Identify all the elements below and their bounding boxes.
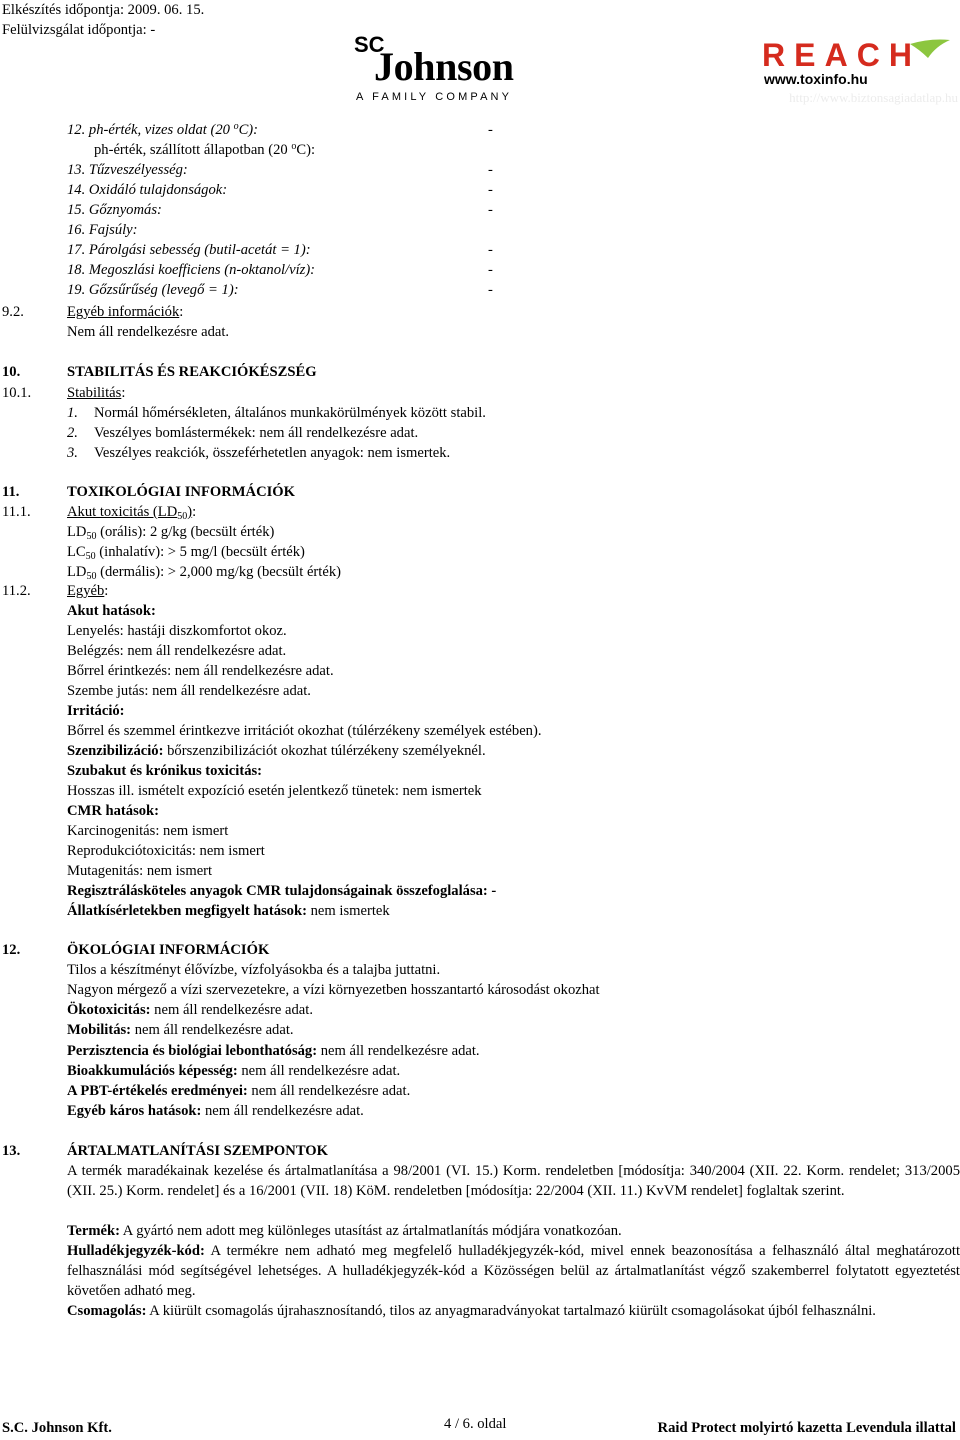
ingestion: Lenyelés: hastáji diszkomfortot okoz. [67,623,287,639]
section-11-title: TOXIKOLÓGIAI INFORMÁCIÓK [67,484,295,500]
prop-15-value: - [488,202,493,218]
mutagenicity: Mutagenitás: nem ismert [67,863,213,879]
sc-johnson-logo [350,18,518,108]
section-11-2-number: 11.2. [2,583,31,599]
irritation-text: Bőrrel és szemmel érintkezve irritációt okozhat (túlérzékeny személyek estében). [67,723,542,739]
reach-site: www.toxinfo.hu [764,71,868,87]
section-10-1-title: Stabilitás: [67,385,126,401]
reach-logo-text: REACH [762,37,912,73]
prepared-date: Elkészítés időpontja: 2009. 06. 15. [2,2,205,18]
lc50-inhalation: $LC_{50}$ (inhalatív): > 5 mg/l (becsült érték) [67,544,305,562]
ecotoxicity: Ökotoxicitás: nem áll rendelkezésre adat. [67,1002,313,1018]
carcinogenicity: Karcinogenitás: nem ismert [67,823,229,839]
animal-studies: Állatkísérletekben megfigyelt hatások: nem ismertek [67,903,390,919]
registration-summary: Regisztrálásköteles anyagok CMR tulajdonságainak összefoglalása: - [67,883,497,899]
other-adverse-effects: Egyéb káros hatások: nem áll rendelkezésre adat. [67,1103,364,1119]
section-11-1-title: Akut toxicitás $(LD_{50})$: [67,504,197,522]
reach-logo [760,36,960,94]
mobility: Mobilitás: nem áll rendelkezésre adat. [67,1022,294,1038]
prop-17: 17. Párolgási sebesség (butil-acetát = 1): [67,242,311,258]
sc-logo-main: Johnson [374,44,514,89]
disposal-regulation: A termék maradékainak kezelése és ártalmatlanítása a 98/2001 (VI. 15.) Korm. rendeletben [módosítja: 340/2004 (XII. 22. Korm. rendelet; 313/2005 (XII. 25.) Korm. rendelet] és a 16/2001 (VII. 18) KöM. rendeletben [módosítja: 22/2004 (XII. 11.) KvVM rendelet] foglaltak szerint. [67,1163,960,1199]
prop-12b: ph-érték, szállított állapotban (20 $^o$C): [94,141,316,158]
section-13-number: 13. [2,1143,21,1159]
bioaccumulation: Bioakkumulációs képesség: nem áll rendelkezésre adat. [67,1063,401,1079]
reproductive-toxicity: Reprodukciótoxicitás: nem ismert [67,843,265,859]
header-dates [2,0,204,40]
stability-item-1: Normál hőmérsékleten, általános munkakörülmények között stabil. [94,405,486,421]
revision-date: Felülvizsgálat időpontja: - [2,22,156,38]
footer-company: S.C. Johnson Kft. [2,1420,112,1436]
subacute-text: Hosszas ill. ismételt expozíció esetén jelentkező tünetek: nem ismertek [67,783,482,799]
packaging: Csomagolás: A kiürült csomagolás újrahasznosítandó, tilos az anyagmaradványokat tartalmazó kiürült csomagolásokat újból felhasználni. [67,1303,876,1319]
prop-17-value: - [488,242,493,258]
section-10-number: 10. [2,364,21,380]
ld50-oral: $LD_{50}$ (orális): 2 g/kg (becsült érték) [67,524,275,542]
disposal-product: Termék: A gyártó nem adott meg különleges utasítást az ártalmatlanítás módjára vonatkozóan. [67,1223,622,1239]
section-12-number: 12. [2,942,21,958]
footer-page: 4 / 6. oldal [444,1416,507,1432]
section-11-number: 11. [2,484,20,500]
section-11-2-title: Egyéb: [67,583,109,599]
section-10-title: STABILITÁS ÉS REAKCIÓKÉSZSÉG [67,364,317,380]
stability-item-1-number: 1. [67,405,78,421]
eco-line-1: Tilos a készítményt élővízbe, vízfolyásokba és a talajba juttatni. [67,962,441,978]
sc-logo-top: SC [354,32,385,57]
section-9-2-text: Nem áll rendelkezésre adat. [67,324,230,340]
waste-code: Hulladékjegyzék-kód: A termékre nem adható meg megfelelő hulladékjegyzék-kód, mivel ennek beazonosítása a felhasználó által meghatározott felhasználási mód segítségével lehetséges. A hulladékjegyzék-kód a Közösségen belül az ártalmatlanítást végző szakemberrel folytatott egyeztetést követően adható meg. [67,1243,960,1299]
prop-13-value: - [488,162,493,178]
prop-13: 13. Tűzveszélyesség: [67,162,188,178]
cmr-title: CMR hatások: [67,803,160,819]
stability-item-2-number: 2. [67,425,78,441]
section-11-1-number: 11.1. [2,504,31,520]
prop-19: 19. Gőzsűrűség (levegő = 1): [67,282,239,298]
acute-effects-title: Akut hatások: [67,603,156,619]
stability-item-2: Veszélyes bomlástermékek: nem áll rendelkezésre adat. [94,425,419,441]
prop-14-value: - [488,182,493,198]
footer-product: Raid Protect molyirtó kazetta Levendula illattal [657,1420,956,1436]
section-10-1-number: 10.1. [2,385,32,401]
stability-item-3: Veszélyes reakciók, összeférhetetlen anyagok: nem ismertek. [94,445,451,461]
prop-12a: 12. ph-érték, vizes oldat (20 $^o$C): [67,121,259,138]
section-12-title: ÖKOLÓGIAI INFORMÁCIÓK [67,942,270,958]
prop-16: 16. Fajsúly: [67,222,138,238]
ld50-dermal: $LD_{50}$ (dermális): > 2,000 mg/kg (becsült érték) [67,564,341,582]
eco-line-2: Nagyon mérgező a vízi szervezetekre, a vízi környezetben hosszantartó károsodást okozhat [67,982,600,998]
watermark: http://www.biztonsagiadatlap.hu [789,90,958,105]
irritation-title: Irritáció: [67,703,125,719]
section-13-title: ÁRTALMATLANÍTÁSI SZEMPONTOK [67,1143,328,1159]
prop-18: 18. Megoszlási koefficiens (n-oktanol/víz): [67,262,316,278]
inhalation: Belégzés: nem áll rendelkezésre adat. [67,643,287,659]
stability-item-3-number: 3. [67,445,78,461]
section-9-2-number: 9.2. [2,304,24,320]
prop-12a-value: - [488,122,493,138]
skin-contact: Bőrrel érintkezés: nem áll rendelkezésre adat. [67,663,334,679]
prop-14: 14. Oxidáló tulajdonságok: [67,182,228,198]
pbt-assessment: A PBT-értékelés eredményei: nem áll rendelkezésre adat. [67,1083,411,1099]
prop-18-value: - [488,262,493,278]
sensitization: Szenzibilizáció: bőrszenzibilizációt okozhat túlérzékeny személyeknél. [67,743,486,759]
eye-contact: Szembe jutás: nem áll rendelkezésre adat. [67,683,311,699]
persistence: Perzisztencia és biológiai lebonthatóság: nem áll rendelkezésre adat. [67,1043,480,1059]
leaf-icon [910,40,950,59]
prop-19-value: - [488,282,493,298]
section-9-2-title: Egyéb információk: [67,304,184,320]
subacute-title: Szubakut és krónikus toxicitás: [67,763,263,779]
sc-logo-tagline: A FAMILY COMPANY [356,91,512,103]
prop-15: 15. Gőznyomás: [67,202,162,218]
